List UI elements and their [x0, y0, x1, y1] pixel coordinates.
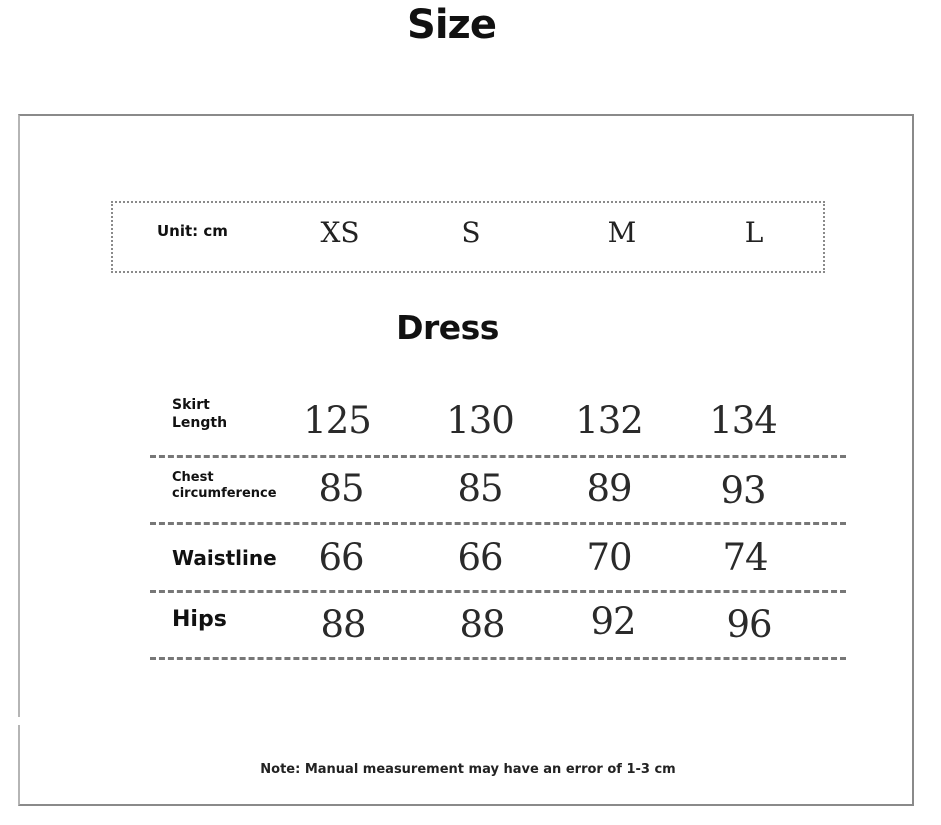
- row-label-line: Skirt: [172, 397, 210, 413]
- cell-skirt-length-m: 132: [575, 399, 643, 442]
- row-label-line: Hips: [172, 607, 227, 632]
- row-divider: [150, 657, 846, 660]
- row-label-skirt-length: [172, 397, 227, 432]
- row-label-line: Chest: [172, 470, 214, 485]
- row-label-line: Waistline: [172, 546, 277, 570]
- cell-skirt-length-s: 130: [446, 399, 514, 442]
- cell-skirt-length-l: 134: [709, 399, 777, 442]
- row-label-waistline: [172, 546, 277, 571]
- cell-waistline-l: 74: [722, 536, 768, 579]
- row-divider: [150, 455, 846, 458]
- size-l-header: L: [744, 216, 764, 249]
- size-s-header: S: [461, 216, 481, 249]
- row-label-line: Length: [172, 414, 228, 431]
- section-title: Dress: [396, 308, 499, 347]
- cell-chest-l: 93: [720, 469, 766, 512]
- row-label-line: circumference: [172, 486, 277, 502]
- cell-hips-l: 96: [726, 603, 772, 646]
- size-m-header: M: [607, 216, 637, 249]
- page-title: Size: [407, 2, 496, 48]
- cell-waistline-xs: 66: [318, 536, 364, 579]
- cell-hips-m: 92: [590, 600, 636, 643]
- cell-waistline-m: 70: [586, 536, 632, 579]
- row-label-hips: [172, 606, 227, 634]
- size-xs-header: XS: [320, 216, 360, 249]
- cell-skirt-length-xs: 125: [303, 399, 371, 442]
- cell-hips-xs: 88: [320, 603, 366, 646]
- row-divider: [150, 590, 846, 593]
- cell-chest-m: 89: [586, 467, 632, 510]
- row-label-chest-circumference: [172, 470, 277, 503]
- measurement-note: Note: Manual measurement may have an error of 1-3 cm: [260, 762, 676, 777]
- cell-hips-s: 88: [459, 603, 505, 646]
- cell-chest-s: 85: [457, 467, 503, 510]
- row-divider: [150, 522, 846, 525]
- unit-label: Unit: cm: [157, 222, 228, 240]
- cell-chest-xs: 85: [318, 467, 364, 510]
- cell-waistline-s: 66: [457, 536, 503, 579]
- frame-gap: [16, 717, 22, 725]
